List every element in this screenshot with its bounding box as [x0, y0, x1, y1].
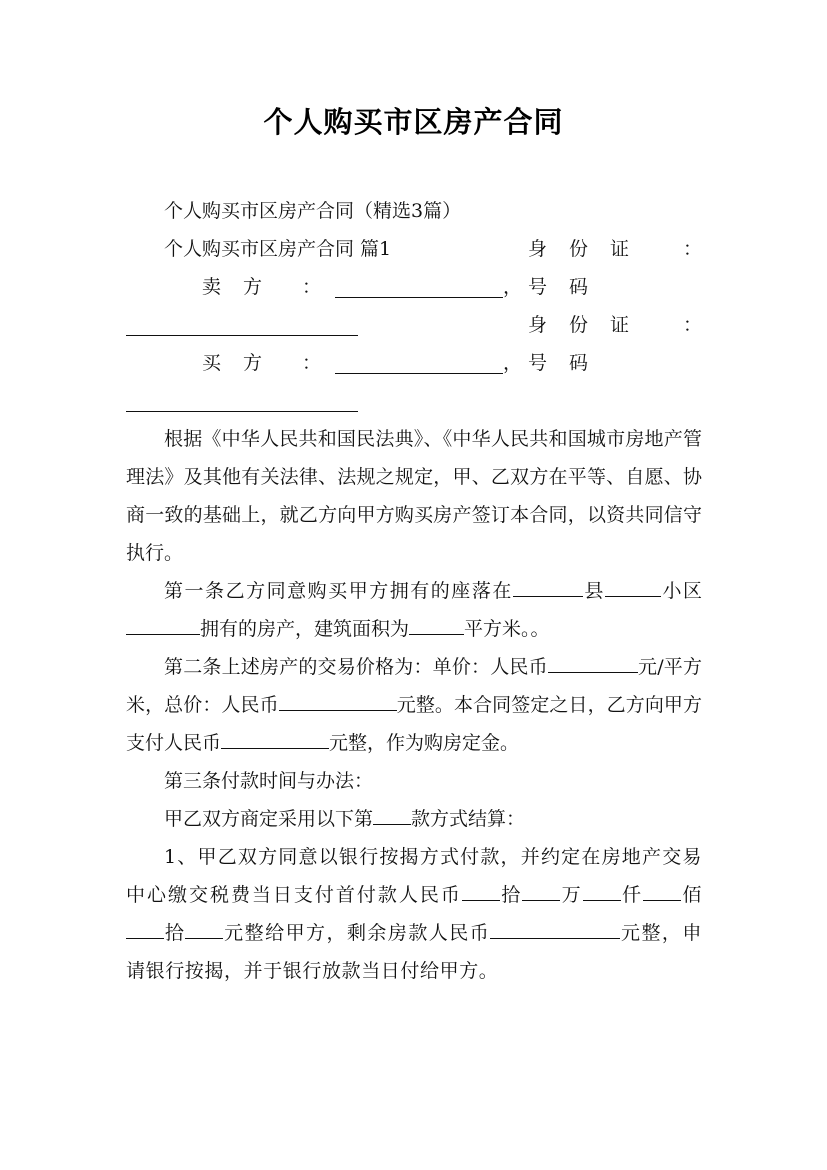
m1-wan: 万: [560, 884, 583, 906]
m1-shiwan-blank[interactable]: [462, 880, 500, 901]
seller-id-colon: ：: [682, 238, 702, 260]
m1-shi2: 拾: [164, 922, 186, 944]
buyer-block: [126, 314, 702, 420]
seller-name-blank[interactable]: [335, 275, 503, 298]
article-1: [126, 572, 702, 648]
seller-comma: ，: [503, 276, 523, 298]
article-2: [126, 648, 702, 762]
document-body: [126, 192, 702, 990]
buyer-line: [126, 314, 702, 382]
art2-unit-price-blank[interactable]: [548, 652, 638, 673]
art1-location-blank[interactable]: [513, 576, 583, 597]
art2-text-c: 元整。本合同签定之日，乙方向甲方支付人民币: [126, 694, 702, 754]
art1-text-d: 拥有的房产，建筑面积为: [200, 618, 410, 640]
buyer-id-blank[interactable]: [126, 391, 358, 412]
art1-community-blank[interactable]: [126, 614, 200, 635]
m1-text-b: 元整给甲方，剩余房款人民币: [223, 922, 491, 944]
subtitle: 个人购买市区房产合同（精选3篇）: [164, 200, 462, 222]
buyer-name-blank[interactable]: [335, 351, 503, 374]
art1-text-c: 小区: [660, 580, 702, 602]
buyer-id-line: [126, 382, 702, 420]
buyer-colon: ：: [302, 352, 322, 374]
m1-bai-blank[interactable]: [643, 880, 681, 901]
m1-yuan-blank[interactable]: [185, 918, 223, 939]
seller-label: [202, 268, 284, 306]
article-3: 第三条付款时间与办法：: [164, 770, 374, 792]
art2-text-a: 第二条上述房产的交易价格为：单价：人民币: [164, 656, 548, 678]
buyer-comma: ，: [503, 352, 523, 374]
m1-remaining-blank[interactable]: [490, 918, 620, 939]
intro-paragraph: 根据《中华人民共和国民法典》、《中华人民共和国城市房地产管理法》及其他有关法律、法规之规定，甲、乙双方在平等、自愿、协商一致的基础上，就乙方向甲方购买房产签订本合同，以资共同信守执行。: [126, 428, 702, 564]
pay-text-b: 款方式结算：: [411, 808, 526, 830]
buyer-label: [202, 344, 284, 382]
art1-text-b: 县: [582, 580, 605, 602]
seller-colon: ：: [302, 276, 322, 298]
m1-qian: 仟: [620, 884, 644, 906]
art1-text-a: 第一条乙方同意购买甲方拥有的座落在: [164, 580, 513, 602]
buyer-label-text: 买方: [202, 352, 285, 374]
seller-id-blank[interactable]: [126, 315, 358, 336]
art2-text-b: 元/平方米，总价：人民币: [126, 656, 702, 716]
document-title: 个人购买市区房产合同: [263, 105, 564, 139]
seller-id-label-text: 身份证号码: [528, 238, 652, 298]
buyer-id-label-text: 身份证号码: [528, 314, 652, 374]
art1-area-blank[interactable]: [409, 614, 464, 635]
seller-label-text: 卖方: [202, 276, 285, 298]
m1-shi: 拾: [499, 884, 523, 906]
art2-text-d: 元整，作为购房定金。: [329, 732, 520, 754]
buyer-id-label: [528, 306, 702, 382]
m1-text-c: 元整，申请银行按揭，并于银行放款当日付给甲方。: [126, 922, 702, 982]
m1-qian-blank[interactable]: [583, 880, 621, 901]
art2-total-price-blank[interactable]: [279, 690, 397, 711]
pay-text-a: 甲乙双方商定采用以下第: [164, 808, 374, 830]
pay-method-blank[interactable]: [373, 804, 411, 825]
art1-county-blank[interactable]: [605, 576, 661, 597]
m1-bai: 佰: [681, 884, 703, 906]
m1-text-a: 1、甲乙双方同意以银行按揭方式付款，并约定在房地产交易中心缴交税费当日支付首付款人民币: [126, 846, 702, 906]
section-heading: 个人购买市区房产合同 篇1: [164, 238, 392, 260]
m1-wan-blank[interactable]: [522, 880, 560, 901]
payment-method: [126, 800, 702, 838]
seller-id-label: [528, 230, 702, 306]
art1-text-e: 平方米。。: [464, 618, 550, 640]
payment-method-1: [126, 838, 702, 990]
buyer-id-colon: ：: [682, 314, 702, 336]
art2-deposit-blank[interactable]: [221, 728, 329, 749]
m1-shi2-blank[interactable]: [126, 918, 164, 939]
